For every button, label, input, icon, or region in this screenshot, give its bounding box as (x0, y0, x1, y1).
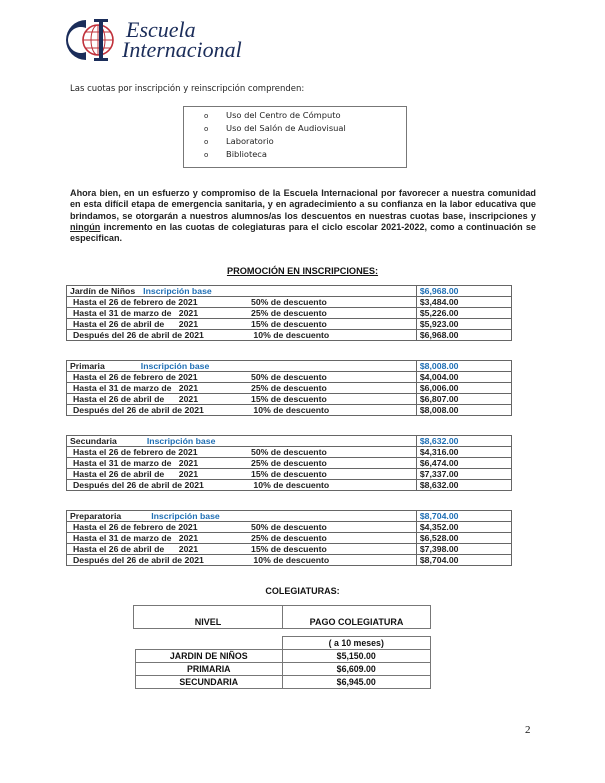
discount-cell (67, 330, 417, 341)
discount-text: 10% de descuento (251, 555, 330, 565)
discount-cell (67, 555, 417, 566)
date-text: Hasta el 26 de abril de 2021 (73, 394, 199, 404)
level-name: Jardín de Niños (70, 286, 136, 296)
base-label: Inscripción base (151, 511, 220, 521)
amount-cell: $4,316.00 (416, 447, 511, 458)
bullet: o (204, 125, 209, 133)
date-text: Después del 26 de abril de 2021 (73, 480, 204, 490)
discount-text: 15% de descuento (251, 394, 327, 404)
table-row (67, 522, 512, 533)
discount-cell (67, 319, 417, 330)
base-amount: $8,632.00 (416, 436, 511, 447)
promo-table (66, 285, 512, 341)
discount-cell (67, 544, 417, 555)
promo-header-row (67, 436, 512, 447)
table-row (67, 308, 512, 319)
paragraph-text: Ahora bien, en un esfuerzo y compromiso de la Escuela Internacional por favorecer a nuestra comunidad en esta difícil etapa de emergencia sanitaria, y en agradecimiento a su confianza en la labor educativa que brindamos, se otorgarán a nuestros alumnos/as los descuentos en nuestras cuotas base, inscripciones y (70, 188, 536, 221)
level-cell: JARDIN DE NIÑOS (136, 650, 283, 663)
table-row (67, 297, 512, 308)
discount-cell (67, 522, 417, 533)
date-text: Hasta el 26 de febrero de 2021 (73, 522, 198, 532)
base-amount: $6,968.00 (416, 286, 511, 297)
amount-cell: $6,807.00 (416, 394, 511, 405)
payment-note: ( a 10 meses) (282, 637, 431, 650)
level-cell (67, 511, 417, 522)
discount-text: 25% de descuento (251, 458, 327, 468)
table-row (67, 458, 512, 469)
date-text: Después del 26 de abril de 2021 (73, 330, 204, 340)
table-row (67, 469, 512, 480)
amount-cell: $8,632.00 (416, 480, 511, 491)
amount-cell: $8,704.00 (416, 555, 511, 566)
paragraph-text: incremento en las cuotas de colegiaturas para el ciclo escolar 2021-2022, como a continuación se especifican. (70, 221, 536, 244)
discount-cell (67, 405, 417, 416)
list-item (204, 109, 406, 122)
level-name: Secundaria (70, 436, 117, 446)
discount-cell (67, 383, 417, 394)
amount-cell: $6,474.00 (416, 458, 511, 469)
amount-cell: $5,923.00 (416, 319, 511, 330)
discount-cell (67, 447, 417, 458)
table-row (67, 480, 512, 491)
discount-text: 15% de descuento (251, 544, 327, 554)
logo-line1: Escuela (126, 17, 196, 42)
amount-cell: $6,006.00 (416, 383, 511, 394)
table-row (136, 650, 431, 663)
discount-text: 25% de descuento (251, 308, 327, 318)
discount-text: 10% de descuento (251, 405, 330, 415)
table-row (136, 676, 431, 689)
level-cell (67, 286, 417, 297)
discount-text: 50% de descuento (251, 372, 327, 382)
discount-cell (67, 372, 417, 383)
bullet: o (204, 151, 209, 159)
promo-table (66, 435, 512, 491)
base-label: Inscripción base (146, 436, 216, 446)
col-level-header: NIVEL (134, 606, 283, 629)
amount-cell: $5,226.00 (416, 308, 511, 319)
date-text: Hasta el 31 de marzo de 2021 (73, 533, 199, 543)
discount-cell (67, 297, 417, 308)
item-label: Biblioteca (226, 149, 267, 159)
promo-table (66, 360, 512, 416)
date-text: Hasta el 26 de abril de 2021 (73, 469, 199, 479)
table-row (67, 533, 512, 544)
discount-text: 50% de descuento (251, 522, 327, 532)
amount-cell: $7,337.00 (416, 469, 511, 480)
amount-cell: $7,398.00 (416, 544, 511, 555)
list-item (204, 135, 406, 148)
level-name: Primaria (70, 361, 105, 371)
level-cell: PRIMARIA (136, 663, 283, 676)
amount-cell: $5,150.00 (282, 650, 431, 663)
discount-cell (67, 308, 417, 319)
discount-cell (67, 458, 417, 469)
discount-text: 50% de descuento (251, 297, 327, 307)
amount-cell: $6,945.00 (282, 676, 431, 689)
item-label: Uso del Salón de Audiovisual (226, 123, 346, 133)
date-text: Hasta el 26 de febrero de 2021 (73, 297, 198, 307)
date-text: Hasta el 31 de marzo de 2021 (73, 458, 199, 468)
base-label: Inscripción base (143, 286, 212, 296)
paragraph-emphasis: ningún (70, 221, 101, 232)
table-row (67, 447, 512, 458)
school-logo (64, 16, 254, 64)
date-text: Después del 26 de abril de 2021 (73, 405, 204, 415)
discount-text: 25% de descuento (251, 383, 327, 393)
bullet: o (204, 138, 209, 146)
amount-cell: $6,968.00 (416, 330, 511, 341)
base-amount: $8,704.00 (416, 511, 511, 522)
date-text: Hasta el 26 de abril de 2021 (73, 319, 199, 329)
table-row (67, 330, 512, 341)
amount-cell: $8,008.00 (416, 405, 511, 416)
logo-line2: Internacional (122, 37, 242, 62)
discount-text: 10% de descuento (251, 330, 330, 340)
discount-text: 15% de descuento (251, 319, 327, 329)
includes-box (183, 106, 407, 168)
base-amount: $8,008.00 (416, 361, 511, 372)
table-row (67, 405, 512, 416)
level-cell (67, 436, 417, 447)
discount-text: 15% de descuento (251, 469, 327, 479)
date-text: Hasta el 31 de marzo de 2021 (73, 308, 199, 318)
promo-header-row (67, 361, 512, 372)
includes-list (184, 107, 406, 161)
date-text: Hasta el 26 de febrero de 2021 (73, 447, 198, 457)
bullet: o (204, 112, 209, 120)
discount-cell (67, 533, 417, 544)
discount-cell (67, 469, 417, 480)
amount-cell: $4,004.00 (416, 372, 511, 383)
table-row (67, 555, 512, 566)
discount-text: 25% de descuento (251, 533, 327, 543)
amount-cell: $4,352.00 (416, 522, 511, 533)
colegiaturas-table (135, 636, 431, 689)
page-number: 2 (525, 724, 531, 736)
list-item (204, 148, 406, 161)
colegiaturas-title: COLEGIATURAS: (265, 586, 340, 596)
level-cell: SECUNDARIA (136, 676, 283, 689)
item-label: Uso del Centro de Cómputo (226, 110, 341, 120)
table-row (67, 372, 512, 383)
amount-cell: $3,484.00 (416, 297, 511, 308)
promo-table (66, 510, 512, 566)
promo-title: PROMOCIÓN EN INSCRIPCIONES: (226, 266, 379, 276)
date-text: Hasta el 26 de febrero de 2021 (73, 372, 198, 382)
amount-cell: $6,528.00 (416, 533, 511, 544)
date-text: Después del 26 de abril de 2021 (73, 555, 204, 565)
announcement-paragraph (70, 188, 536, 244)
table-row (67, 383, 512, 394)
col-payment-header: PAGO COLEGIATURA (283, 606, 431, 629)
discount-cell (67, 394, 417, 405)
table-row (67, 394, 512, 405)
level-cell (67, 361, 417, 372)
base-label: Inscripción base (140, 361, 210, 371)
promo-header-row (67, 286, 512, 297)
intro-text: Las cuotas por inscripción y reinscripción comprenden: (70, 84, 305, 94)
date-text: Hasta el 31 de marzo de 2021 (73, 383, 199, 393)
table-row (136, 663, 431, 676)
empty-cell (136, 637, 283, 650)
globe-logo-icon (64, 16, 122, 64)
discount-text: 10% de descuento (251, 480, 330, 490)
amount-cell: $6,609.00 (282, 663, 431, 676)
date-text: Hasta el 26 de abril de 2021 (73, 544, 199, 554)
discount-text: 50% de descuento (251, 447, 327, 457)
level-name: Preparatoria (70, 511, 122, 521)
item-label: Laboratorio (226, 136, 274, 146)
table-row (67, 319, 512, 330)
colegiaturas-header-table (133, 605, 431, 629)
promo-header-row (67, 511, 512, 522)
list-item (204, 122, 406, 135)
table-row (67, 544, 512, 555)
discount-cell (67, 480, 417, 491)
